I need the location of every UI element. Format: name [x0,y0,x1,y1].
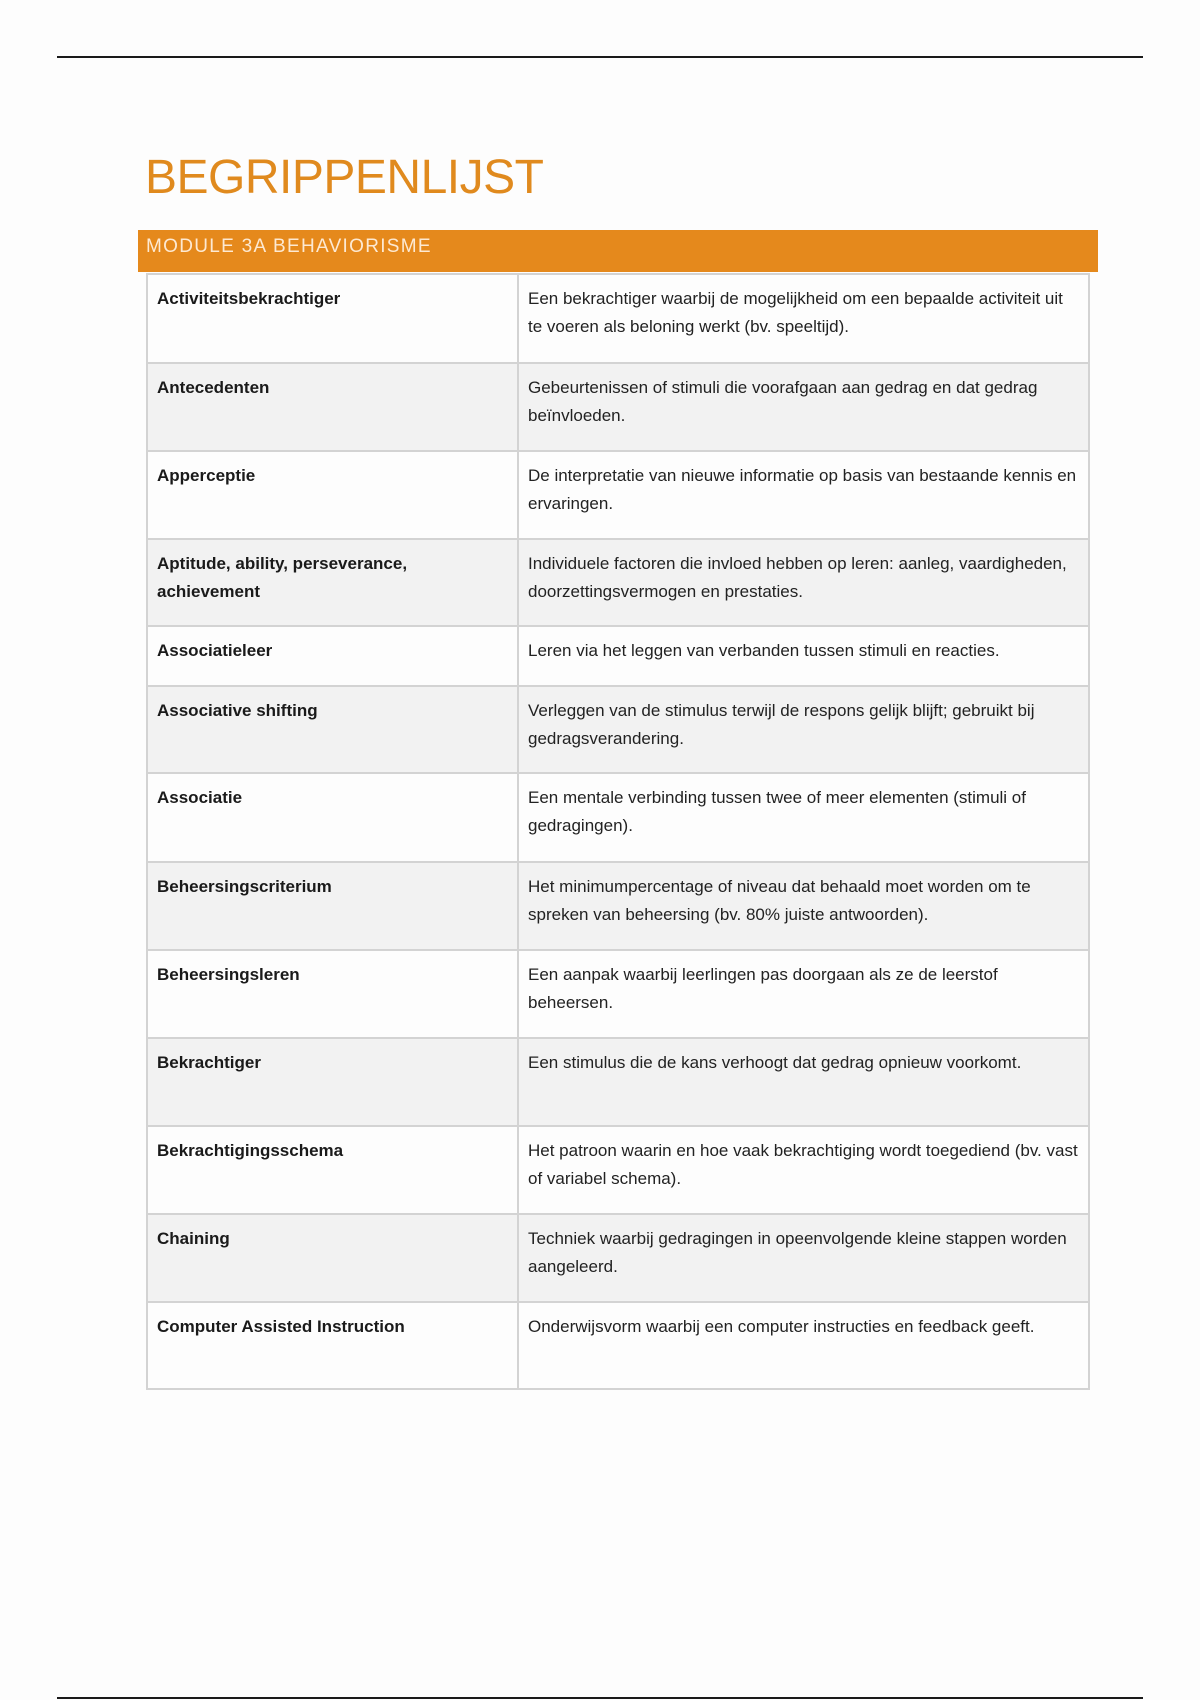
glossary-definition: Individuele factoren die invloed hebben op leren: aanleg, vaardigheden, doorzettingsvermogen en prestaties. [518,539,1089,626]
glossary-row [147,950,1089,1038]
document-title: BEGRIPPENLIJST [145,151,544,204]
glossary-row [147,1214,1089,1302]
glossary-definition: Onderwijsvorm waarbij een computer instructies en feedback geeft. [518,1302,1089,1389]
glossary-term: Associative shifting [147,686,518,773]
glossary-term: Bekrachtigingsschema [147,1126,518,1214]
bottom-rule [57,1697,1143,1699]
glossary-definition: Het minimumpercentage of niveau dat behaald moet worden om te spreken van beheersing (bv. 80% juiste antwoorden). [518,862,1089,950]
glossary-row [147,1302,1089,1389]
glossary-row [147,862,1089,950]
glossary-term: Beheersingscriterium [147,862,518,950]
glossary-term: Activiteitsbekrachtiger [147,274,518,363]
glossary-definition: Een mentale verbinding tussen twee of meer elementen (stimuli of gedragingen). [518,773,1089,862]
glossary-term: Aptitude, ability, perseverance, achievement [147,539,518,626]
glossary-term: Chaining [147,1214,518,1302]
top-rule [57,56,1143,58]
glossary-row [147,1126,1089,1214]
glossary-term: Associatie [147,773,518,862]
glossary-row [147,274,1089,363]
glossary-definition: Gebeurtenissen of stimuli die voorafgaan aan gedrag en dat gedrag beïnvloeden. [518,363,1089,451]
glossary-row [147,686,1089,773]
glossary-definition: Een bekrachtiger waarbij de mogelijkheid om een bepaalde activiteit uit te voeren als beloning werkt (bv. speeltijd). [518,274,1089,363]
glossary-definition: Een stimulus die de kans verhoogt dat gedrag opnieuw voorkomt. [518,1038,1089,1126]
glossary-definition: Het patroon waarin en hoe vaak bekrachtiging wordt toegediend (bv. vast of variabel schema). [518,1126,1089,1214]
glossary-table [146,273,1090,1390]
glossary-term: Beheersingsleren [147,950,518,1038]
glossary-term: Apperceptie [147,451,518,539]
section-header: MODULE 3A BEHAVIORISME [138,230,1098,272]
glossary-definition: Leren via het leggen van verbanden tussen stimuli en reacties. [518,626,1089,686]
glossary-row [147,451,1089,539]
glossary-term: Antecedenten [147,363,518,451]
glossary-definition: Techniek waarbij gedragingen in opeenvolgende kleine stappen worden aangeleerd. [518,1214,1089,1302]
glossary-row [147,1038,1089,1126]
glossary-definition: Een aanpak waarbij leerlingen pas doorgaan als ze de leerstof beheersen. [518,950,1089,1038]
glossary-term: Associatieleer [147,626,518,686]
glossary-row [147,363,1089,451]
glossary-term: Bekrachtiger [147,1038,518,1126]
glossary-row [147,539,1089,626]
glossary-definition: Verleggen van de stimulus terwijl de respons gelijk blijft; gebruikt bij gedragsverandering. [518,686,1089,773]
glossary-definition: De interpretatie van nieuwe informatie op basis van bestaande kennis en ervaringen. [518,451,1089,539]
glossary-term: Computer Assisted Instruction [147,1302,518,1389]
glossary-row [147,773,1089,862]
glossary-row [147,626,1089,686]
